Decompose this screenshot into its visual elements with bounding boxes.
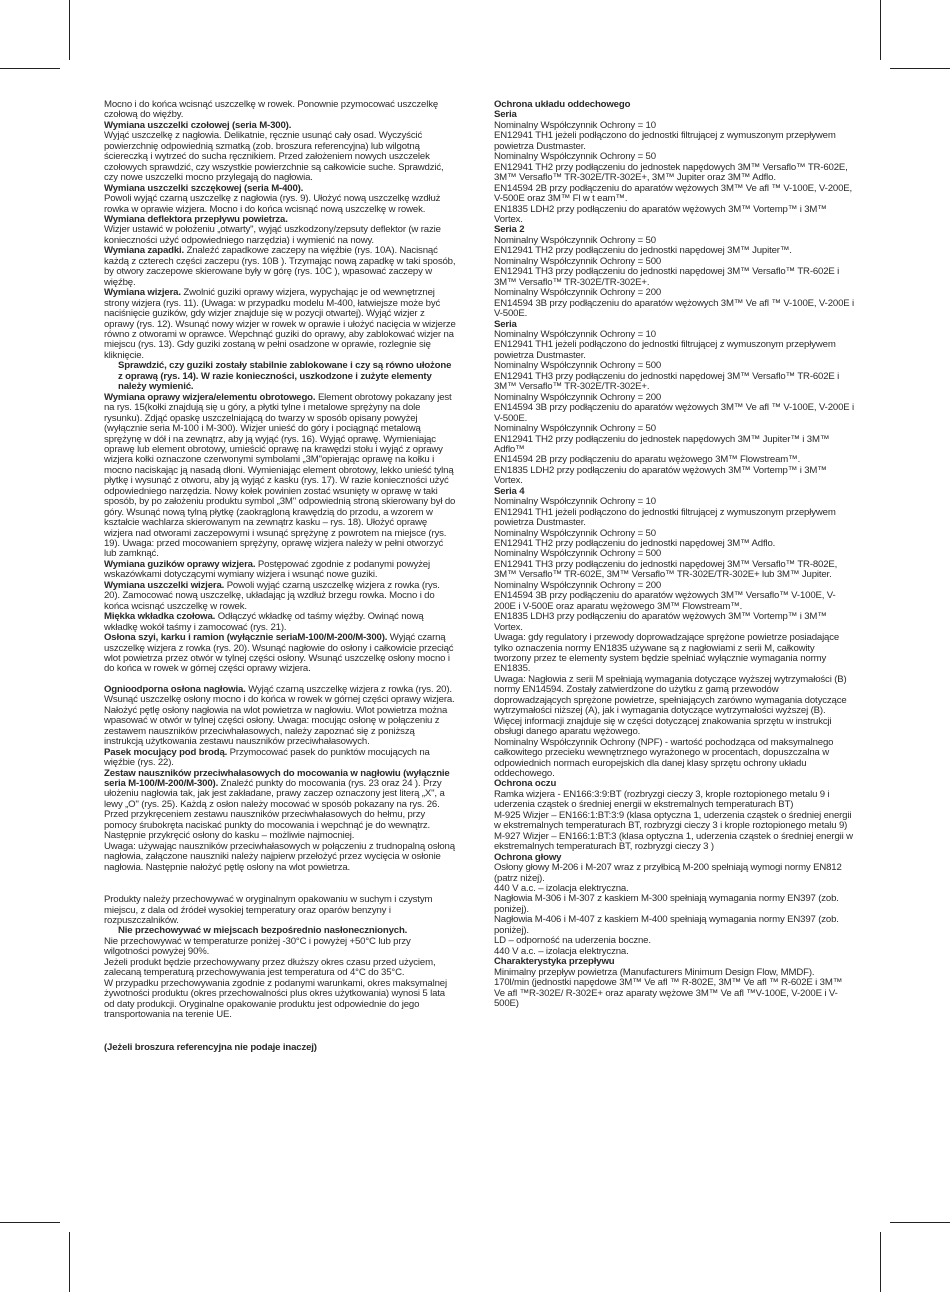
series-heading: Seria 2: [494, 224, 525, 236]
paragraph: Jeżeli produkt będzie przechowywany przez dłuższy okres czasu przed użyciem, zalecaną temperaturą przechowywania jest temperatura od 4°C do 35°C.: [104, 956, 436, 979]
paragraph: EN12941 TH2 przy podłączeniu do jednostki napędowej 3M™ Jupiter™.: [494, 245, 792, 257]
paragraph: Wymiana uszczelki wizjera. Powoli wyjąć czarną uszczelkę wizjera z rowka (rys. 20). Zamocować nową uszczelkę, układając ją wzdłuż brzegu rowka. Mocno i do końca wcisnąć uszczelkę w rowek.: [104, 579, 440, 612]
series-heading: Seria 4: [494, 485, 525, 497]
crop-mark-top-right-v: [880, 0, 881, 60]
paragraph: Nominalny Współczynnik Ochrony = 10: [494, 496, 656, 508]
paragraph: Nominalny Współczynnik Ochrony = 200: [494, 391, 662, 403]
paragraph: Nominalny Współczynnik Ochrony = 500: [494, 255, 662, 267]
inline-heading: Ognioodporna osłona nagłowia.: [104, 683, 246, 695]
paragraph: Nominalny Współczynnik Ochrony = 500: [494, 548, 662, 560]
section-heading: Charakterystyka przepływu: [494, 956, 615, 968]
paragraph: Nominalny Współczynnik Ochrony (NPF) - wartość pochodząca od maksymalnego całkowitego przecieku wewnętrznego wyrażonego w procentach, dopuszczalna w odpowiednich normach europejskich dla danej klasy sprzętu ochrony układu oddechowego.: [494, 736, 834, 779]
paragraph: Nominalny Współczynnik Ochrony = 50: [494, 423, 656, 435]
section-heading: Wymiana uszczelki szczękowej (seria M-400).: [104, 182, 304, 194]
paragraph: Nominalny Współczynnik Ochrony = 10: [494, 119, 656, 131]
crop-mark-top-right-h: [890, 68, 950, 69]
inline-heading: Wymiana zapadki.: [104, 245, 185, 257]
paragraph: Nagłowia M-306 i M-307 z kaskiem M-300 spełniają wymagania normy EN397 (zob. poniżej).: [494, 893, 839, 915]
paragraph: EN14594 3B przy podłączeniu do aparatów wężowych 3M™ Ve afl ™ V-100E, V-200E i V-500E.: [494, 402, 855, 424]
paragraph: EN14594 3B przy podłączeniu do aparatów wężowych 3M™ Ve afl ™ V-100E, V-200E i V-500E.: [494, 297, 855, 320]
paragraph: EN14594 3B przy podłączeniu do aparatów wężowych 3M™ Versaflo™ V-100E, V-200E i V-500E oraz aparatu wężowego 3M™ Flowstream™.: [494, 590, 836, 612]
section-heading: Ochrona oczu: [494, 778, 557, 790]
paragraph: Sprawdzić, czy guziki zostały stabilnie zablokowane i czy są równo ułożone z oprawą (rys. 14). W razie konieczności, uszkodzone i zużyte elementy należy wymienić.: [118, 360, 452, 393]
crop-mark-bottom-left-h: [0, 1222, 60, 1223]
inline-heading: Wymiana wizjera.: [104, 287, 181, 299]
paragraph: EN12941 TH3 przy podłączeniu do jednostki napędowej 3M™ Versaflo™ TR-602E i 3M™ Versaflo™ TR-302E/TR-302E+.: [494, 370, 840, 393]
inline-heading: Zestaw nauszników przeciwhałasowych do mocowania w nagłowiu (wyłącznie seria M-100/M-200/M-300).: [104, 767, 450, 789]
paragraph: Nominalny Współczynnik Ochrony = 50: [494, 151, 656, 163]
right-column: [494, 100, 854, 1009]
paragraph: EN12941 TH1 jeżeli podłączono do jednostki filtrującej z wymuszonym przepływem powietrza Dustmaster.: [494, 506, 836, 529]
paragraph: Powoli wyjąć czarną uszczelkę z nagłowia (rys. 9). Ułożyć nową uszczelkę wzdłuż rowka w oprawie wizjera. Mocno i do końca wcisnąć nową uszczelkę w rowek.: [104, 193, 441, 215]
paragraph: M-925 Wizjer – EN166:1:BT:3:9 (klasa optyczna 1, uderzenia cząstek o średniej energii w ekstremalnych temperaturach BT, rozbryzgi cieczy 3 i krople roztopionego metalu 9): [494, 809, 852, 832]
paragraph: EN1835 LDH3 przy podłączeniu do aparatów wężowych 3M™ Vortemp™ i 3M™ Vortex.: [494, 611, 827, 633]
spacer: [104, 873, 456, 895]
inline-heading: Wymiana guzików oprawy wizjera.: [104, 558, 256, 570]
inline-heading: Miękka wkładka czołowa.: [104, 611, 216, 623]
crop-mark-bottom-right-h: [890, 1222, 950, 1223]
paragraph: 440 V a.c. – izolacja elektryczna.: [494, 945, 629, 957]
series-heading: Seria: [494, 318, 517, 330]
paragraph: EN1835 LDH2 przy podłączeniu do aparatów wężowych 3M™ Vortemp™ i 3M™ Vortex.: [494, 464, 827, 487]
paragraph: Nominalny Współczynnik Ochrony = 50: [494, 527, 656, 539]
paragraph: 170l/min (jednostki napędowe 3M™ Ve afl ™ R-802E, 3M™ Ve afl ™ R-602E i 3M™ Ve afl ™R-302E/ R-302E+ oraz aparaty wężowe 3M™ Ve afl ™V-100E, V-200E i V-500E): [494, 977, 843, 1009]
paragraph: Uwaga: używając nauszników przeciwhałasowych w połączeniu z trudnopalną osłoną nagłowia, załączone nauszniki należy najpierw przełożyć przez wycięcia w osłonie nagłowia. Następnie nałożyć pętlę osłony na wlot powietrza.: [104, 840, 455, 873]
paragraph: Wymiana oprawy wizjera/elementu obrotowego. Element obrotowy pokazany jest na rys. 15(kołki znajdują się u góry, a płytki tylne i metalowe sprężyny na dole rysunku). Zdjąć opaskę uszczelniającą do twarzy w sposób opisany powyżej (wyłącznie seria M-100 i M-300). Wizjer unieść do góry i pociągnąć metalową sprężynę w dół i na zewnątrz, aby ją wyjąć (rys. 16). Wyjąć oprawę. Wymieniając oprawę lub element obrotowy, umieścić oprawę na krawędzi stołu i wyjąć z oprawy wizjera kołki oznaczone czerwonymi symbolami „3M"opierając oprawę na kołku i mocno naciskając ją nasadą dłoni. Wymieniając element obrotowy, lekko unieść tylną płytkę i wysunąć z otworu, aby ją wyjąć z kasku (rys. 17). W razie konieczności użyć odpowiedniego narzędzia. Nowy kołek powinien zostać wsunięty w oprawę w taki sposób, by po założeniu produktu symbol „3M" odpowiednią stroną skierowany był do góry. Wsunąć nową tylną płytkę (zaokrągloną krawędzią do przodu, a wzorem w kształcie wachlarza skierowanym na zewnątrz kasku – rys. 18). Ułożyć oprawę wizjera nad otworami zaczepowymi i wsunąć sprężynę z powrotem na miejsce (rys. 19). Uwaga: przed mocowaniem sprężyny, oprawę wizjera należy w pełni otworzyć lub zamknąć.: [104, 391, 456, 560]
paragraph: Produkty należy przechowywać w oryginalnym opakowaniu w suchym i czystym miejscu, z dala od źródeł wysokiej temperatury oraz oparów benzyny i rozpuszczalników.: [104, 894, 433, 926]
paragraph: Wizjer ustawić w położeniu „otwarty", wyjąć uszkodzony/zepsuty deflektor (w razie konieczności użyć odpowiedniego narzędzia) i wymienić na nowy.: [104, 224, 441, 246]
section-heading: Wymiana uszczelki czołowej (seria M-300).: [104, 119, 292, 131]
paragraph: EN12941 TH2 przy podłączeniu do jednostek napędowych 3M™ Jupiter™ i 3M™ Adflo™: [494, 433, 830, 455]
paragraph: EN12941 TH2 przy podłączeniu do jednostek napędowych 3M™ Versaflo™ TR-602E, 3M™ Versaflo™ TR-302E/TR-302E+, 3M™ Jupiter oraz 3M™ Adflo.: [494, 161, 848, 184]
paragraph: LD – odporność na uderzenia boczne.: [494, 935, 651, 947]
paragraph: Nominalny Współczynnik Ochrony = 200: [494, 579, 662, 591]
crop-mark-top-left-v: [69, 0, 70, 60]
paragraph: Zestaw nauszników przeciwhałasowych do mocowania w nagłowiu (wyłącznie seria M-100/M-200/M-300). Znaleźć punkty do mocowania (rys. 23 oraz 24 ). Przy ułożeniu nagłowia tak, jak jest zakładane, prawy zaczep oznaczony jest literą „X", a lewy „O" (rys. 25). Każdą z osłon należy mocować w sposób pokazany na rys. 26. Przed przykręceniem zestawu nauszników przeciwhałasowych do hełmu, przy pomocy śrubokręta naciskać punkty do mocowania i wepchnąć je do wewnątrz. Następnie przykręcić osłony do kasku – możliwie najmocniej.: [104, 767, 450, 842]
paragraph: Pasek mocujący pod brodą. Przymocować pasek do punktów mocujących na więźbie (rys. 22).: [104, 746, 430, 769]
paragraph: EN14594 2B przy podłączeniu do aparatów wężowych 3M™ Ve afl ™ V-100E, V-200E, V-500E oraz 3M™ Fl w t eam™.: [494, 182, 853, 205]
paragraph: EN12941 TH1 jeżeli podłączono do jednostki filtrującej z wymuszonym przepływem powietrza Dustmaster.: [494, 339, 836, 361]
paragraph: W przypadku przechowywania zgodnie z podanymi warunkami, okres maksymalnej żywotności produktu (okres przechowalności plus okres użytkowania) wynosi 5 lata od daty produkcji. Oryginalne opakowanie produktu jest odpowiednie do jego transportowania na terenie UE.: [104, 977, 447, 1021]
paragraph: Osłony głowy M-206 i M-207 wraz z przyłbicą M-200 spełniają wymogi normy EN812 (patrz niżej).: [494, 862, 842, 884]
paragraph: 440 V a.c. – izolacja elektryczna.: [494, 882, 629, 894]
paragraph: EN12941 TH1 jeżeli podłączono do jednostki filtrującej z wymuszonym przepływem powietrza Dustmaster.: [494, 130, 836, 152]
paragraph: Nominalny Współczynnik Ochrony = 10: [494, 328, 656, 340]
paragraph: Uwaga: gdy regulatory i przewody doprowadzające sprężone powietrze posiadające tylko oznaczenia normy EN1835 używane są z nagłowiami z serii M, całkowity tworzony przez te elementy system będzie spełniać wyłącznie wymagania normy EN1835.: [494, 632, 840, 675]
paragraph: EN1835 LDH2 przy podłączeniu do aparatów wężowych 3M™ Vortemp™ i 3M™ Vortex.: [494, 203, 827, 225]
paragraph: Nie przechowywać w temperaturze poniżej -30°C i powyżej +50°C lub przy wilgotności powyżej 90%.: [104, 935, 411, 958]
spacer: [104, 1021, 456, 1043]
footnote: (Jeżeli broszura referencyjna nie podaje inaczej): [104, 1041, 317, 1053]
crop-mark-bottom-left-v: [69, 1232, 70, 1292]
inline-heading: Wymiana uszczelki wizjera.: [104, 579, 225, 591]
paragraph: EN12941 TH2 przy podłączeniu do jednostki napędowej 3M™ Adflo.: [494, 538, 776, 550]
crop-mark-top-left-h: [0, 68, 60, 69]
paragraph: EN12941 TH3 przy podłączeniu do jednostki napędowej 3M™ Versaflo™ TR-802E, 3M™ Versaflo™ TR-602E, 3M™ Versaflo™ TR-302E/TR-302E+ lub 3M™ Jupiter.: [494, 558, 838, 581]
section-heading: Ochrona głowy: [494, 851, 562, 863]
paragraph: Ramka wizjera - EN166:3:9:BT (rozbryzgi cieczy 3, krople roztopionego metalu 9 i uderzenia cząstek o średniej energii w ekstremalnych temperaturach BT): [494, 788, 830, 811]
paragraph: Nie przechowywać w miejscach bezpośrednio nasłonecznionych.: [118, 925, 408, 937]
inline-heading: Wymiana oprawy wizjera/elementu obrotowego.: [104, 391, 316, 403]
paragraph: M-927 Wizjer – EN166:1:BT:3 (klasa optyczna 1, uderzenia cząstek o średniej energii w ekstremalnych temperaturach BT, rozbryzgi cieczy 3 ): [494, 830, 853, 853]
paragraph: Wymiana guzików oprawy wizjera. Postępować zgodnie z podanymi powyżej wskazówkami dotyczącymi wymiany wizjera i wsunąć nowe guziki.: [104, 558, 430, 581]
paragraph: Minimalny przepływ powietrza (Manufacturers Minimum Design Flow, MMDF).: [494, 966, 815, 978]
paragraph: Miękka wkładka czołowa. Odłączyć wkładkę od taśmy więźby. Owinąć nową wkładkę wokół taśmy i zamocować (rys. 21).: [104, 611, 424, 633]
section-heading: Wymiana deflektora przepływu powietrza.: [104, 213, 288, 225]
paragraph: Wyjąć uszczelkę z nagłowia. Delikatnie, ręcznie usunąć cały osad. Wyczyścić powierzchnię odpowiednią szmatką (zob. broszura referencyjna) lub wilgotną ściereczką i wytrzeć do sucha ręcznikiem. Przed założeniem nowych uszczelek czołowych sprawdzić, czy wszystkie powierzchnie są całkowicie suche. Sprawdzić, czy nowe uszczelki mocno przylegają do nagłowia.: [104, 130, 444, 184]
paragraph: Wymiana zapadki. Znaleźć zapadkowe zaczepy na więźbie (rys. 10A). Nacisnąć każdą z czterech części zaczepu (rys. 10B ). Trzymając nową zapadkę w taki sposób, by otwory zaczepowe skierowane były w górę (rys. 10C ), wpasować zaczepy w więźbę.: [104, 245, 456, 288]
paragraph: Nagłowia M-406 i M-407 z kaskiem M-400 spełniają wymagania normy EN397 (zob. poniżej).: [494, 914, 839, 936]
paragraph: Nominalny Współczynnik Ochrony = 200: [494, 287, 662, 299]
paragraph: Nominalny Współczynnik Ochrony = 50: [494, 234, 656, 246]
inline-heading: Pasek mocujący pod brodą.: [104, 746, 228, 758]
crop-mark-bottom-right-v: [880, 1232, 881, 1292]
inline-heading: Osłona szyi, karku i ramion (wyłącznie seriaM-100/M-200/M-300).: [104, 632, 388, 644]
section-heading: Ochrona układu oddechowego: [494, 99, 631, 110]
series-heading: Seria: [494, 109, 517, 121]
left-column: [104, 100, 456, 1053]
paragraph: EN14594 2B przy podłączeniu do aparatu wężowego 3M™ Flowstream™.: [494, 454, 801, 466]
paragraph: Uwaga: Nagłowia z serii M spełniają wymagania dotyczące wyższej wytrzymałości (B) normy EN14594. Zostały zatwierdzone do użytku z gamą przewodów doprowadzających sprężone powietrze, spełniających zarówno wymagania dotyczące wytrzymałości niższej (A), jak i wymagania dotyczące wytrzymałości wyższej (B). Więcej informacji znajduje się w części dotyczącej znakowania sprzętu w instrukcji obsługi danego aparatu wężowego.: [494, 673, 847, 738]
paragraph: Osłona szyi, karku i ramion (wyłącznie seriaM-100/M-200/M-300). Wyjąć czarną uszczelkę wizjera z rowka (rys. 20). Wsunąć nagłowie do osłony i całkowicie przeciąć wlot powietrza przez otwór w tylnej części osłony. Wsunąć uszczelkę osłony mocno i do końca w rowek w górnej części oprawy wizjera.: [104, 632, 454, 675]
paragraph: EN12941 TH3 przy podłączeniu do jednostki napędowej 3M™ Versaflo™ TR-602E i 3M™ Versaflo™ TR-302E/TR-302E+.: [494, 266, 840, 288]
paragraph: Mocno i do końca wcisnąć uszczelkę w rowek. Ponownie pzymocować uszczelkę czołową do więźby.: [104, 99, 439, 121]
paragraph: Ognioodporna osłona nagłowia. Wyjąć czarną uszczelkę wizjera z rowka (rys. 20). Wsunąć uszczelkę osłony mocno i do końca w rowek w górnej części oprawy wizjera. Nałożyć pętlę osłony nagłowia na wlot powietrza w nagłowiu. Wlot powietrza można wpasować w otwór w tylnej części osłony. Uwaga: mocując osłonę w połączeniu z zestawem nauszników przeciwhałasowych, należy zapoznać się z poniższą instrukcją użytkowania zestawu nauszników przeciwhałasowych.: [104, 683, 455, 748]
paragraph: Wymiana wizjera. Zwolnić guziki oprawy wizjera, wypychając je od wewnętrznej strony wizjera (rys. 11). (Uwaga: w przypadku modelu M-400, łatwiejsze może być naciśnięcie guzików, gdy wizjer znajduje się w pozycji otwartej). Wyjąć wizjer z oprawy (rys. 12). Wsunąć nowy wizjer w rowek w oprawie i ułożyć nacięcia w wizjerze równo z otworami w oprawce. Wepchnąć guziki do oprawy, aby zablokować wizjer na miejscu (rys. 13). Gdy guziki zostaną w pełni osadzone w oprawie, rozlegnie się kliknięcie.: [104, 287, 456, 361]
paragraph: Nominalny Współczynnik Ochrony = 500: [494, 360, 662, 372]
